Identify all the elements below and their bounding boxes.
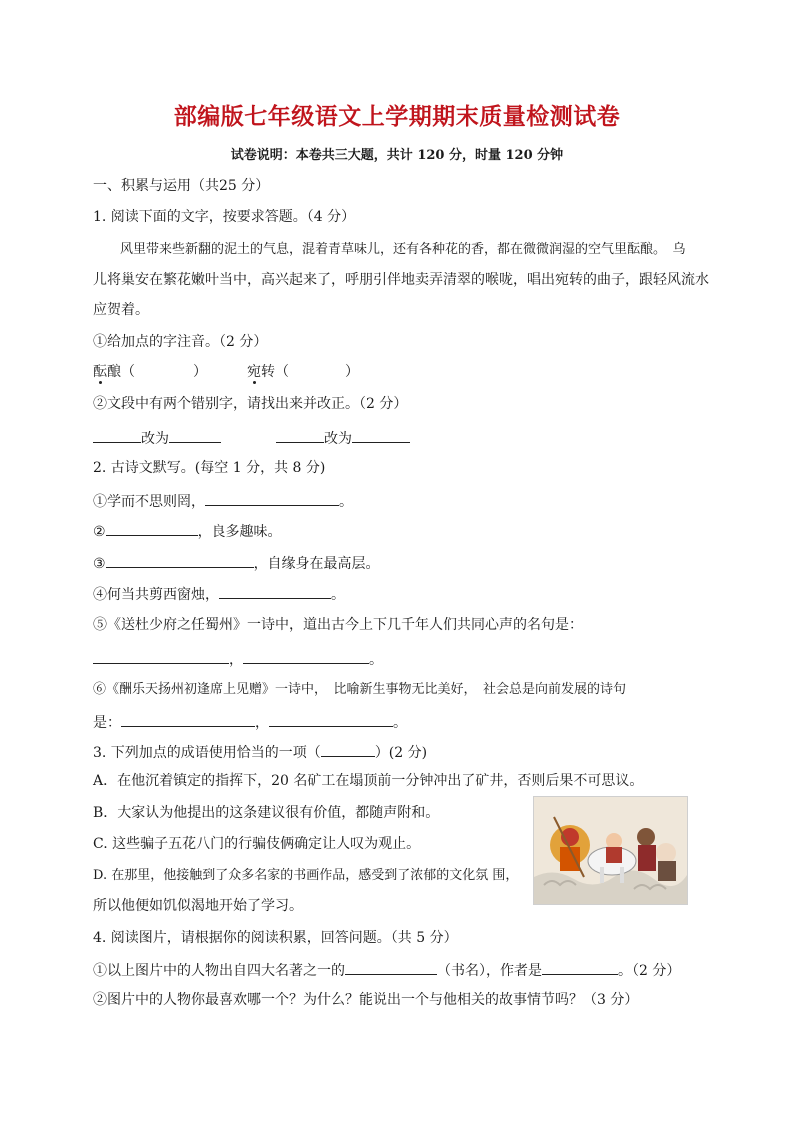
answer-blank[interactable] [542, 959, 618, 975]
answer-blank[interactable] [169, 427, 221, 443]
fix-label: 改为 [141, 431, 169, 447]
answer-blank[interactable] [276, 427, 324, 443]
q2-line-5: ⑤《送杜少府之任蜀州》一诗中，道出古今上下几千年人们共同心声的名句是： [93, 617, 583, 633]
answer-blank[interactable] [243, 648, 369, 664]
q2-line-2 [93, 520, 282, 542]
q1-passage-line-2: 儿将巢安在繁花嫩叶当中，高兴起来了，呼朋引伴地卖弄清翠的喉咙，唱出宛转的曲子，跟轻风流水 [93, 272, 709, 288]
question-text: （书名），作者是 [437, 963, 542, 979]
q3-option-a: A．在他沉着镇定的指挥下，20 名矿工在塌顶前一分钟冲出了矿井，否则后果不可思议。 [93, 773, 644, 789]
q1-sub1: ①给加点的字注音。（2 分） [93, 334, 268, 350]
question-text: 3. 下列加点的成语使用恰当的一项（ [93, 745, 321, 761]
q2-line-1 [93, 490, 353, 512]
dotted-char: 酝 [93, 364, 107, 380]
answer-blank[interactable] [321, 741, 375, 757]
answer-blank[interactable] [121, 711, 255, 727]
q4-sub1 [93, 959, 680, 981]
q1-passage-line-1: 风里带来些新翻的泥土的气息，混着青草味儿，还有各种花的香，都在微微润湿的空气里酝酿。 乌 [120, 242, 686, 257]
punct: ， [229, 652, 243, 668]
q3-stem [93, 741, 427, 763]
poem-text: ①学而不思则罔， [93, 494, 205, 510]
answer-blank[interactable] [93, 427, 141, 443]
q2-stem: 2. 古诗文默写。(每空 1 分，共 8 分) [93, 460, 326, 476]
poem-text: ③ [93, 556, 106, 572]
fix-label: 改为 [324, 431, 352, 447]
poem-text: ，自缘身在最高层。 [253, 556, 380, 572]
exam-instructions: 试卷说明：本卷共三大题，共计 120 分，时量 120 分钟 [230, 148, 564, 163]
question-text: ）(2 分) [374, 745, 428, 761]
answer-blank[interactable] [205, 490, 339, 506]
paren-close: ） [193, 364, 207, 380]
q4-sub2: ②图片中的人物你最喜欢哪一个？为什么？能说出一个与他相关的故事情节吗？（3 分） [93, 992, 639, 1008]
poem-text: 。 [331, 587, 345, 603]
dotted-char: 宛 [247, 364, 261, 380]
answer-blank[interactable] [352, 427, 410, 443]
answer-blank[interactable] [345, 959, 437, 975]
poem-text: 是： [93, 715, 121, 731]
section-heading: 一、积累与运用（共25 分） [93, 178, 270, 194]
punct: 。 [393, 715, 407, 731]
q1-pinyin-item-1 [93, 362, 207, 382]
exam-title: 部编版七年级语文上学期期末质量检测试卷 [173, 104, 621, 130]
punct: ， [255, 715, 269, 731]
poem-text: ④何当共剪西窗烛， [93, 587, 219, 603]
word-text: 转（ [261, 364, 289, 380]
illustration-icon [534, 797, 687, 904]
q2-line-6: ⑥《酬乐天扬州初逢席上见赠》一诗中， 比喻新生事物无比美好， 社会总是向前发展的诗句 [93, 682, 627, 697]
q1-correction-2 [276, 427, 410, 449]
q1-pinyin-item-2 [247, 362, 359, 382]
q3-option-d-line-2: 所以他便如饥似渴地开始了学习。 [93, 898, 303, 914]
q2-line-3 [93, 552, 380, 574]
poem-text: 。 [339, 494, 353, 510]
q3-option-c: C. 这些骗子五花八门的行骗伎俩确定让人叹为观止。 [93, 836, 421, 852]
poem-text: ② [93, 524, 106, 540]
q4-stem: 4. 阅读图片，请根据你的阅读积累，回答问题。（共 5 分） [93, 930, 458, 946]
answer-blank[interactable] [106, 520, 198, 536]
answer-blank[interactable] [106, 552, 254, 568]
q1-correction-1 [93, 427, 221, 449]
punct: 。 [369, 652, 383, 668]
q3-option-d-line-1: D. 在那里，他接触到了众多名家的书画作品，感受到了浓郁的文化氛 围， [93, 868, 519, 883]
question-text: ①以上图片中的人物出自四大名著之一的 [93, 963, 345, 979]
q2-line-6-answers [93, 711, 407, 733]
q1-stem: 1. 阅读下面的文字，按要求答题。（4 分） [93, 209, 356, 225]
answer-blank[interactable] [93, 648, 229, 664]
q2-line-4 [93, 583, 345, 605]
q2-line-5-answers [93, 648, 383, 670]
word-text: 酿（ [107, 364, 135, 380]
paren-close: ） [345, 364, 359, 380]
q1-passage-line-3: 应贺着。 [93, 302, 149, 318]
answer-blank[interactable] [269, 711, 393, 727]
journey-to-the-west-illustration [533, 796, 688, 905]
q1-sub2: ②文段中有两个错别字，请找出来并改正。（2 分） [93, 396, 408, 412]
answer-blank[interactable] [219, 583, 331, 599]
q3-option-b: B．大家认为他提出的这条建议很有价值，都随声附和。 [93, 805, 440, 821]
question-text: 。（2 分） [618, 963, 681, 979]
poem-text: ，良多趣味。 [197, 524, 282, 540]
